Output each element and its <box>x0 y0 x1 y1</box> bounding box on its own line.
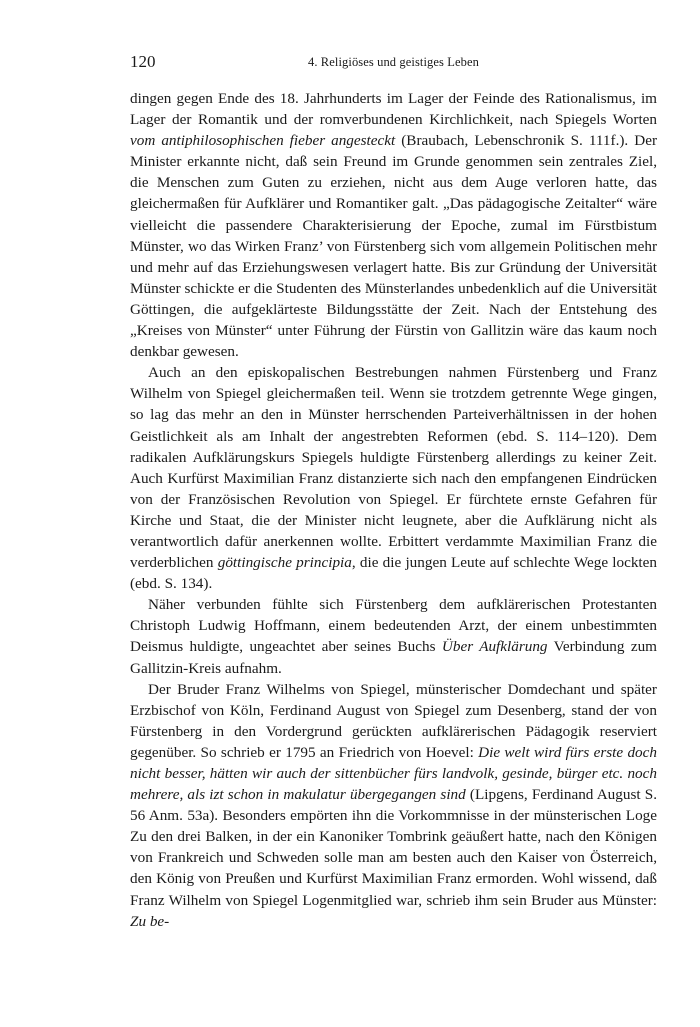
paragraph-1 <box>130 88 657 362</box>
italic-quote: Zu be- <box>130 912 170 930</box>
paragraph-4 <box>130 679 657 932</box>
italic-quote: göttingische principia <box>217 554 352 572</box>
italic-quote: Die welt wird fürs erste doch nicht besser, hätten wir auch der sittenbücher fürs landvolk, gesinde, bürger etc. noch mehrere, als izt schon in makulatur übergegangen sind <box>130 743 657 804</box>
paragraph-text: dingen gegen Ende des 18. Jahrhunderts im Lager der Feinde des Rationalismus, im Lager der Romantik und der romverbundenen Kirchlichkeit, nach Spiegels Worten <box>130 90 657 129</box>
paragraph-text: (Braubach, Lebenschronik S. 111f.). Der Minister erkannte nicht, daß sein Freund im Grunde genommen sein zentrales Ziel, die Menschen zum Guten zu erziehen, nicht aus dem Auge verloren hatte, das gleichermaßen für Aufklärer und Romantiker galt. „Das pädagogische Zeitalter“ wäre vielleicht die passendere Charakterisierung der Epoche, zumal im Fürstbistum Münster, wo das Wirken Franz’ von Fürstenberg sich vom allgemein Politischen mehr und mehr auf das Erziehungswesen verlagert hatte. Bis zur Gründung der Universität Münster schickte er die Studenten des Münsterlandes unbedenklich auf die Universität Göttingen, die aufgeklärteste Bildungsstätte der Zeit. Nach der Entstehung des „Kreises von Münster“ unter Führung der Fürstin von Gallitzin wäre das kaum noch denkbar gewesen. <box>130 132 657 361</box>
paragraph-text: , die die jungen Leute auf schlechte Wege lockten (ebd. S. 134). <box>130 554 657 593</box>
italic-book-title: Über Aufklärung <box>441 638 548 656</box>
italic-quote: vom antiphilosophischen fieber angesteckt <box>130 132 396 150</box>
paragraph-text: Verbindung zum Gallitzin-Kreis aufnahm. <box>130 638 657 677</box>
book-page <box>130 52 657 932</box>
paragraph-text: Auch an den episkopalischen Bestrebungen nahmen Fürstenberg und Franz Wilhelm von Spiegel gleichermaßen teil. Wenn sie trotzdem getrennte Wege gingen, so lag das mehr an den in Münster herrschenden Parteiverhältnissen in der hohen Geistlichkeit als am Inhalt der angestrebten Reformen (ebd. S. 114–120). Dem radikalen Aufklärungskurs Spiegels huldigte Fürstenberg allerdings zu keiner Zeit. Auch Kurfürst Maximilian Franz distanzierte sich nach den empfangenen Eindrücken von der Französischen Revolution von Spiegel. Er fürchtete ernste Gefahren für Kirche und Staat, die der Minister nicht leugnete, aber die Aufklärung nicht als verantwortlich dafür anerkennen wollte. Erbittert verdammte Maximilian Franz die verderblichen <box>130 364 657 572</box>
paragraph-text: (Lipgens, Ferdinand August S. 56 Anm. 53a). Besonders empörten ihn die Vorkommnisse in der münsterischen Loge Zu den drei Balken, in der ein Kanoniker Tombrink geäußert hatte, nach den Königen von Frankreich und Schweden solle man am besten auch den Kaiser von Österreich, den König von Preußen und Kurfürst Maximilian Franz ermorden. Wohl wissend, daß Franz Wilhelm von Spiegel Logenmitglied war, schrieb ihm sein Bruder aus Münster: <box>130 786 657 909</box>
paragraph-text: Näher verbunden fühlte sich Fürstenberg dem aufklärerischen Protestanten Christoph Ludwig Hoffmann, einem bedeutenden Arzt, der einem unbestimmten Deismus huldigte, ungeachtet aber seines Buchs <box>130 596 657 656</box>
page-number: 120 <box>130 52 156 71</box>
paragraph-2 <box>130 362 657 594</box>
paragraph-text: Der Bruder Franz Wilhelms von Spiegel, münsterischer Domdechant und später Erzbischof von Köln, Ferdinand August von Spiegel zum Desenberg, stand der von Fürstenberg in den Vordergrund gerückten aufklärerischen Pädagogik reserviert gegenüber. So schrieb er 1795 an Friedrich von Hoevel: <box>130 680 657 761</box>
running-header <box>130 52 657 76</box>
paragraph-3 <box>130 594 657 678</box>
body-text <box>130 88 657 932</box>
chapter-title: 4. Religiöses und geistiges Leben <box>308 55 479 69</box>
